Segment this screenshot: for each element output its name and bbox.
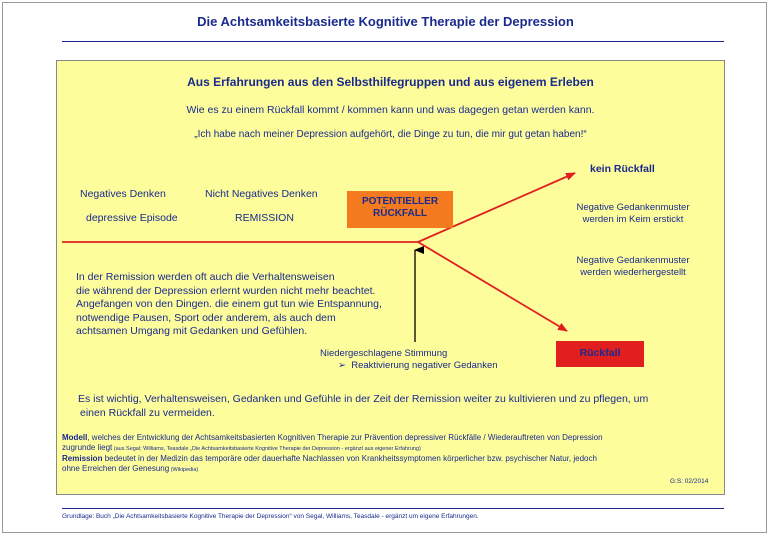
footer-divider: [62, 508, 724, 509]
label-reaktivierung: [338, 360, 498, 371]
gedanken-wieder-line1: Negative Gedankenmuster: [576, 255, 690, 266]
remission-definition: [62, 454, 603, 464]
remission-definition-line2: [62, 464, 603, 475]
label-depressive-episode: depressive Episode: [86, 212, 178, 224]
label-gedanken-erstickt: [568, 202, 698, 226]
label-gedanken-wiederhergestellt: [568, 255, 698, 279]
reaktivierung-text: Reaktivierung negativer Gedanken: [351, 360, 498, 371]
lower-branch-arrow: [418, 242, 567, 331]
remission-term: Remission: [62, 454, 103, 463]
label-nicht-negatives-denken: Nicht Negatives Denken: [205, 188, 318, 200]
panel-heading: Aus Erfahrungen aus den Selbsthilfegruppen und aus eigenem Erleben: [187, 75, 594, 89]
label-kein-rueckfall: kein Rückfall: [590, 163, 655, 175]
remission-source: (Wikipedia): [169, 467, 199, 473]
modell-definition-line2: [62, 443, 603, 454]
modell-definition: [62, 433, 603, 443]
potential-relapse-line2: RÜCKFALL: [373, 208, 427, 219]
important-note-line2: einen Rückfall zu vermeiden.: [80, 406, 215, 419]
remission-explanation-line4: notwendige Pausen, Sport oder anderem, als auch dem: [76, 311, 336, 324]
definitions-block: [62, 433, 603, 475]
modell-term: Modell: [62, 433, 88, 442]
footer-source: Grundlage: Buch „Die Achtsamkeitsbasierte Kognitive Therapie der Depression“ von Segal, Williams, Teasdale - ergänzt um eigene Erfahrungen.: [62, 513, 479, 520]
potential-relapse-box: [347, 191, 453, 228]
important-note-line1: Es ist wichtig, Verhaltensweisen, Gedanken und Gefühle in der Zeit der Remission weiter zu kultivieren und zu pflegen, um: [78, 393, 649, 405]
modell-text: , welches der Entwicklung der Achtsamkeitsbasierten Kognitiven Therapie zur Prävention depressiver Rückfälle / Wiederauftreten von Depression: [87, 433, 603, 442]
label-negatives-denken: Negatives Denken: [80, 188, 166, 200]
remission-explanation-line2: die während der Depression erlernt wurden nicht mehr beachtet.: [76, 284, 376, 297]
potential-relapse-line1: POTENTIELLER: [361, 196, 439, 207]
remission-explanation-line5: achtsamen Umgang mit Gedanken und Gefühlen.: [76, 325, 308, 337]
panel-quote: „Ich habe nach meiner Depression aufgehört, die Dinge zu tun, die mir gut getan haben!“: [194, 129, 587, 140]
signature: G:S: 02/2014: [670, 478, 709, 485]
bullet-arrow-icon: ➢: [338, 360, 352, 371]
relapse-box: Rückfall: [556, 341, 644, 367]
label-remission: REMISSION: [235, 212, 294, 224]
gedanken-erstickt-line2: werden im Keim erstickt: [582, 214, 684, 225]
gedanken-wieder-line2: werden wiederhergestellt: [580, 267, 686, 278]
gedanken-erstickt-line1: Negative Gedankenmuster: [576, 202, 690, 213]
important-note: [78, 393, 648, 420]
label-niedergeschlagene-stimmung: Niedergeschlagene Stimmung: [320, 348, 448, 359]
remission-explanation-line3: Angefangen von den Dingen. die einem gut tun wie Entspannung,: [76, 298, 382, 310]
remission-def-text: bedeutet in der Medizin das temporäre oder dauerhafte Nachlassen von Krankheitssymptomen körperlicher bzw. psychischer Natur, jedoch: [102, 454, 597, 463]
modell-source: (aus Segal; Williams, Teasdale „Die Achtsamkeitsbasierte Kognitive Therapie der Depression - ergänzt aus eigener Erfahrung): [112, 446, 421, 452]
modell-line2: zugrunde liegt: [62, 443, 113, 452]
page-title: Die Achtsamkeitsbasierte Kognitive Therapie der Depression: [197, 14, 574, 29]
remission-explanation-line1: In der Remission werden oft auch die Verhaltensweisen: [76, 271, 335, 283]
remission-line2: ohne Erreichen der Genesung: [62, 464, 170, 473]
panel-subheading: Wie es zu einem Rückfall kommt / kommen kann und was dagegen getan werden kann.: [186, 104, 595, 116]
remission-explanation: [76, 271, 382, 339]
